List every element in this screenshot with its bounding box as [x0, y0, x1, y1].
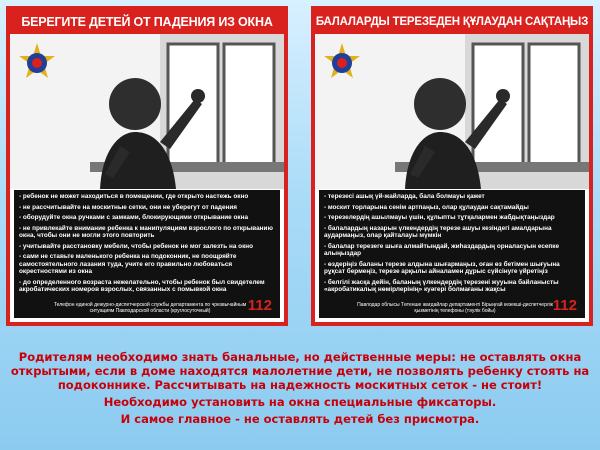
rule-item: - өздеріңіз баланы терезе алдына шығармаңыз, оған өз бетімен шығуына рұқсат бермеңіз, терезе арқылы айналамен дұрыс сүйсінуге үйретіңіз [324, 260, 560, 275]
poster-title: БАЛАЛАРДЫ ТЕРЕЗЕДЕН ҚҰЛАУДАН САҚТАҢЫЗ [315, 10, 589, 34]
rule-item: - балалар терезеге шыға алмайтындай, жиһаздардың орналасуын есепке алыңыздар [324, 242, 560, 257]
emergency-service-emblem-icon [321, 42, 363, 84]
rule-item: - оборудуйте окна ручками с замками, блокирующими открывание окна [19, 214, 249, 221]
emergency-phone-number: 112 [247, 297, 272, 314]
poster-title: БЕРЕГИТЕ ДЕТЕЙ ОТ ПАДЕНИЯ ИЗ ОКНА [10, 10, 284, 34]
hotline-description: Телефон единой дежурно-диспетчерской службы департамента по чрезвычайным ситуациям Павлодарской области (круглосуточный) [53, 302, 247, 314]
rule-item: - ребенок не может находиться в помещении, где открыто настежь окно [19, 193, 249, 200]
poster-russian [6, 6, 288, 326]
emergency-service-emblem-icon [16, 42, 58, 84]
rule-item: - терезелердің ашылмауы үшін, құлыпты тұтқалармен жабдықтаңыздар [324, 214, 555, 221]
parent-advice-caption [10, 350, 590, 429]
child-at-window-photo [10, 34, 284, 189]
rule-item: - учитывайте расстановку мебели, чтобы ребенок не мог залезть на окно [19, 242, 254, 250]
rule-item: - балалардың назарын үлкендердің терезе ашуы кезіндегі амалдарына аудармаңыз, олар қайталауы мүмкін [324, 224, 552, 239]
rule-item: - не рассчитывайте на москитные сетки, они не уберегут от падения [19, 203, 238, 211]
caption-line: Необходимо установить на окна специальные фиксаторы. [103, 395, 497, 409]
child-at-window-photo [315, 34, 589, 189]
safety-rules-panel [319, 190, 585, 318]
rule-item: - терезесі ашық үй-жайларда, бала болмауы қажет [324, 193, 485, 200]
rule-item: - москит торларына сенім артпаңыз, олар құлаудан сақтамайды [324, 203, 529, 211]
rule-item: - не привлекайте внимание ребенка к манипуляциям взрослого по открыванию окна, чтобы они не могли этого повторить [19, 224, 273, 239]
rule-item: - белгілі жасқа дейін, баланың үлкендердің терезені жууына байланысты «акробатикалық нөмірлерінің» куәгері болмағаны жақсы [324, 278, 559, 293]
rule-item: - до определенного возраста нежелательно, чтобы ребенок был свидетелем акробатических номеров взрослых, связанных с помывкой окна [19, 278, 265, 293]
emergency-phone-number: 112 [552, 297, 577, 314]
rule-item: - сами не ставьте маленького ребенка на подоконник, не поощряйте самостоятельного лазания туда, учите его правильно любоваться окрестностями из окна [19, 253, 237, 275]
safety-rules-panel [14, 190, 280, 318]
poster-kazakh [311, 6, 593, 326]
caption-line: И самое главное - не оставлять детей без присмотра. [120, 412, 480, 426]
hotline-description: Павлодар облысы Төтенше жағдайлар департаменті Бірыңғай кезекші-диспетчерлік қызметінің телефоны (тәулік бойы) [357, 302, 553, 314]
caption-line: Родителям необходимо знать банальные, но действенные меры: не оставлять окна открытыми, если в доме находятся малолетние дети, не позволять ребенку стоять на подоконнике. Рассчитывать на надежность москитных сеток - не стоит! [10, 350, 590, 392]
